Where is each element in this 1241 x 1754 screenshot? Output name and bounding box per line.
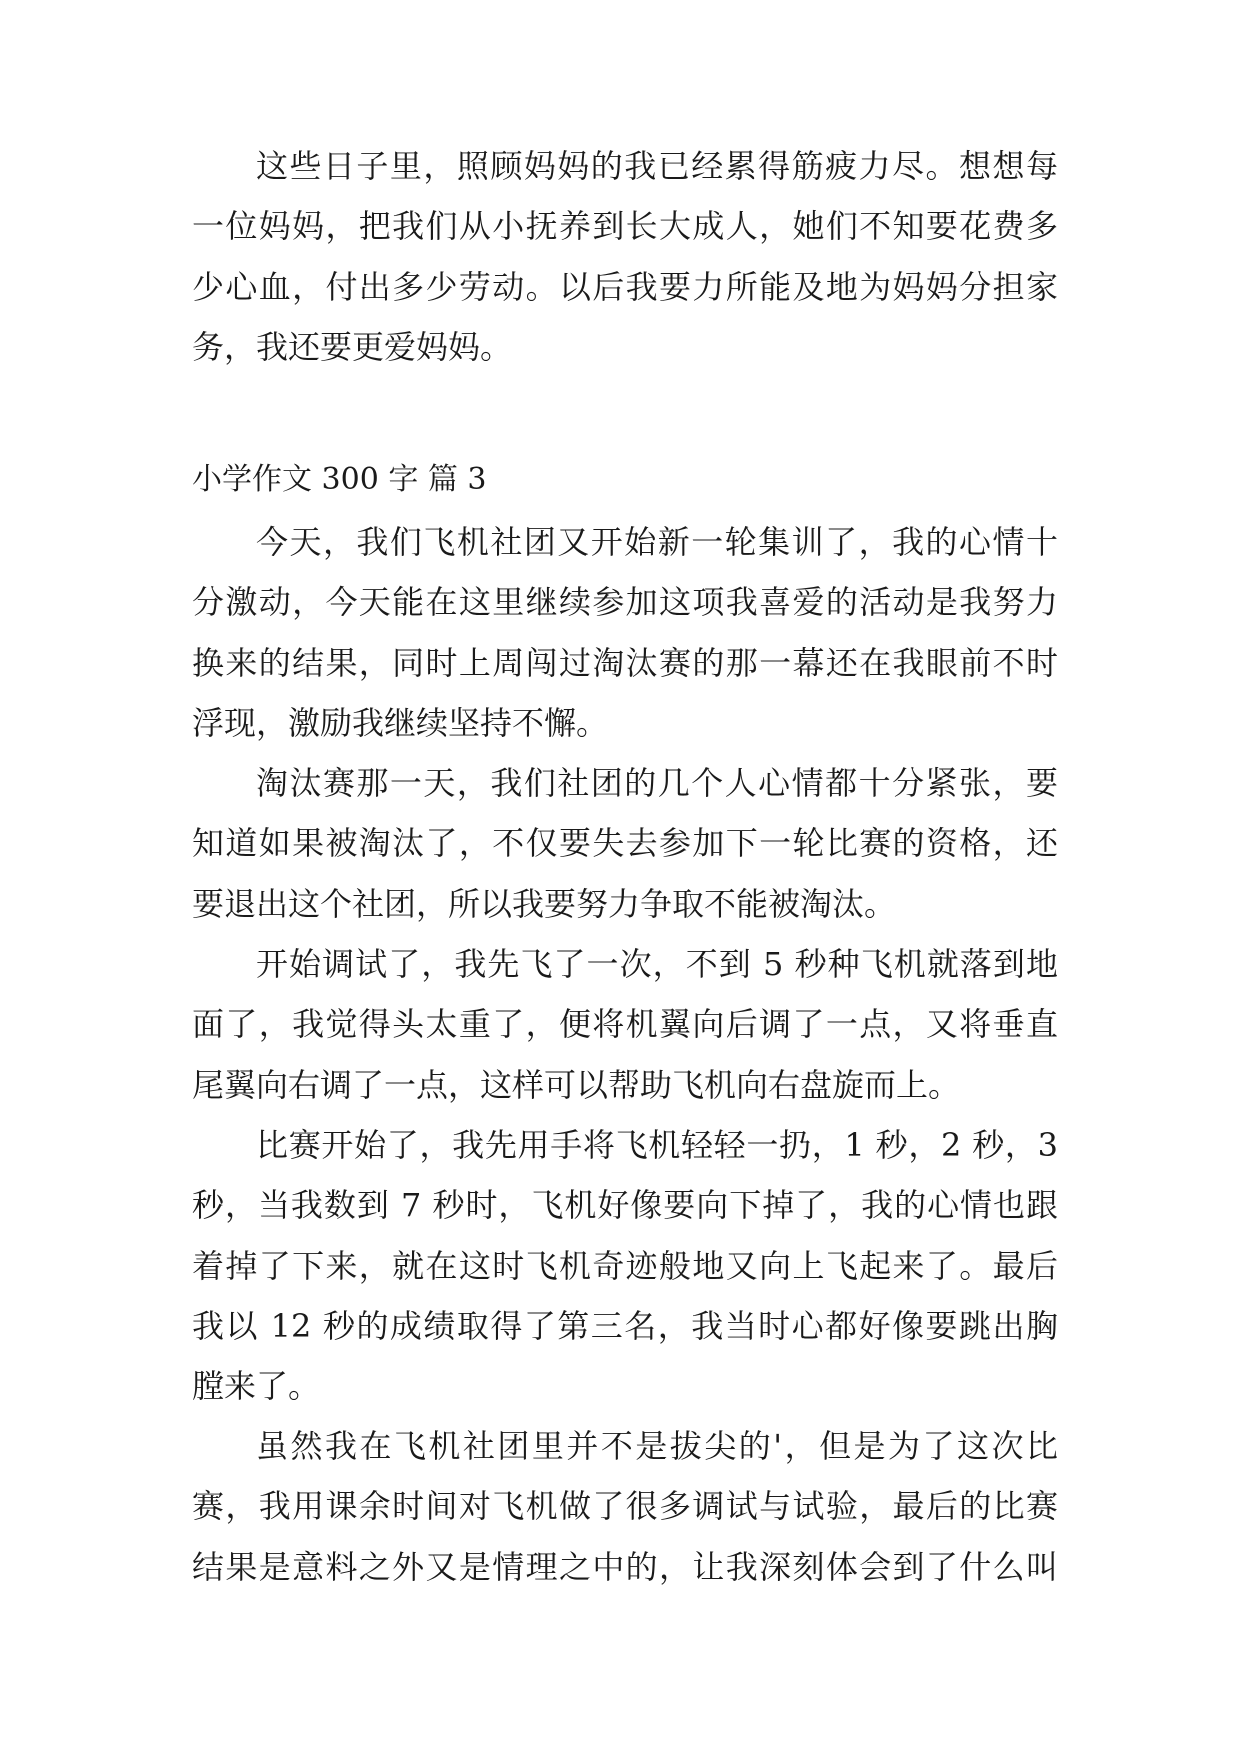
paragraph-line: 这些日子里，照顾妈妈的我已经累得筋疲力尽。想想每 (256, 147, 1058, 185)
paragraph-3 (192, 753, 1058, 934)
paragraph-line: 秒，当我数到 7 秒时，飞机好像要向下掉了，我的心情也跟 (192, 1186, 1058, 1225)
paragraph-line: 要退出这个社团，所以我要努力争取不能被淘汰。 (192, 884, 897, 923)
paragraph-line: 面了，我觉得头太重了，便将机翼向后调了一点，又将垂直 (192, 1005, 1058, 1044)
paragraph-4 (192, 934, 1058, 1115)
paragraph-line: 虽然我在飞机社团里并不是拔尖的'，但是为了这次比 (256, 1427, 1058, 1465)
paragraph-1 (192, 136, 1058, 377)
paragraph-line: 浮现，激励我继续坚持不懈。 (192, 703, 609, 742)
paragraph-line: 换来的结果，同时上周闯过淘汰赛的那一幕还在我眼前不时 (192, 643, 1058, 682)
paragraph-line: 少心血，付出多少劳动。以后我要力所能及地为妈妈分担家 (192, 267, 1058, 306)
paragraph-line: 开始调试了，我先飞了一次，不到 5 秒种飞机就落到地 (256, 945, 1058, 983)
paragraph-line: 结果是意料之外又是情理之中的，让我深刻体会到了什么叫 (192, 1547, 1058, 1586)
paragraph-line: 一位妈妈，把我们从小抚养到长大成人，她们不知要花费多 (192, 207, 1058, 246)
paragraph-line: 尾翼向右调了一点，这样可以帮助飞机向右盘旋而上。 (192, 1065, 961, 1104)
paragraph-line: 比赛开始了，我先用手将飞机轻轻一扔，1 秒，2 秒，3 (256, 1126, 1058, 1164)
paragraph-line: 我以 12 秒的成绩取得了第三名，我当时心都好像要跳出胸 (192, 1306, 1058, 1345)
paragraph-line: 分激动，今天能在这里继续参加这项我喜爱的活动是我努力 (192, 583, 1058, 622)
paragraph-6 (192, 1416, 1058, 1597)
paragraph-5 (192, 1115, 1058, 1416)
paragraph-line: 务，我还要更爱妈妈。 (192, 327, 513, 366)
paragraph-line: 膛来了。 (192, 1367, 321, 1406)
paragraph-2 (192, 512, 1058, 753)
paragraph-line: 淘汰赛那一天，我们社团的几个人心情都十分紧张，要 (256, 764, 1058, 802)
section-heading: 小学作文 300 字 篇 3 (192, 462, 487, 497)
paragraph-line: 赛，我用课余时间对飞机做了很多调试与试验，最后的比赛 (192, 1487, 1058, 1526)
paragraph-line: 今天，我们飞机社团又开始新一轮集训了，我的心情十 (256, 523, 1058, 561)
paragraph-line: 着掉了下来，就在这时飞机奇迹般地又向上飞起来了。最后 (192, 1246, 1058, 1285)
paragraph-line: 知道如果被淘汰了，不仅要失去参加下一轮比赛的资格，还 (192, 824, 1058, 863)
